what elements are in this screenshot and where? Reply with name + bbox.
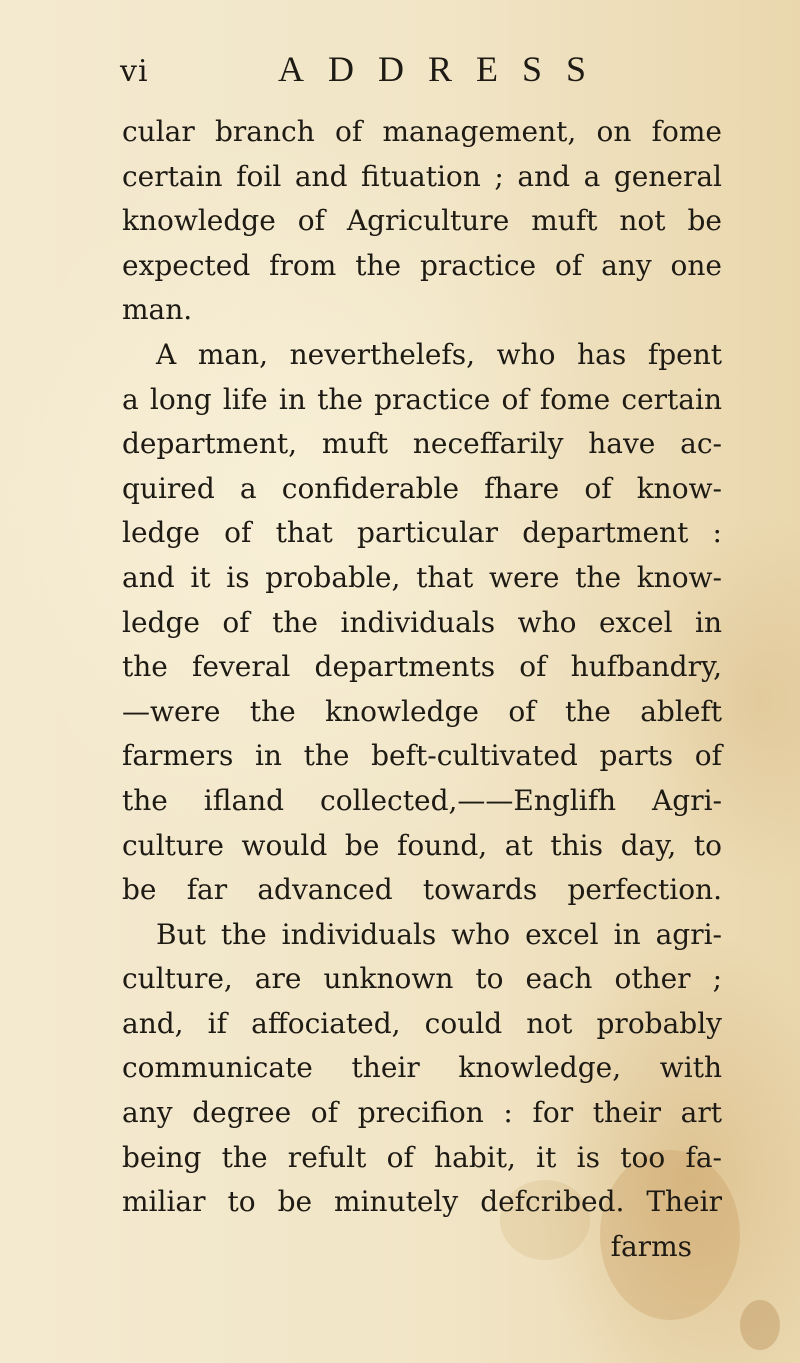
text-line: quired a confiderable fhare of know- bbox=[122, 471, 722, 505]
text-line: and it is probable, that were the know- bbox=[122, 560, 722, 594]
text-line: culture would be found, at this day, to bbox=[122, 828, 722, 862]
text-line: miliar to be minutely defcribed. Their bbox=[122, 1185, 722, 1219]
catchword: farms bbox=[610, 1229, 692, 1263]
text-line: —were the knowledge of the ableft bbox=[122, 694, 722, 728]
text-line: the ifland collected,——Englifh Agri- bbox=[122, 783, 722, 817]
text-line: ledge of the individuals who excel in bbox=[122, 605, 722, 639]
text-line: ledge of that particular department : bbox=[122, 516, 722, 550]
text-line: man. bbox=[122, 293, 193, 327]
page-header bbox=[0, 48, 800, 98]
text-line: being the refult of habit, it is too fa- bbox=[122, 1140, 722, 1174]
text-line: be far advanced towards perfection. bbox=[122, 873, 722, 907]
text-line: and, if affociated, could not probably bbox=[122, 1006, 722, 1040]
text-line: communicate their knowledge, with bbox=[122, 1051, 722, 1085]
text-line: knowledge of Agriculture muft not be bbox=[122, 204, 722, 238]
body-text bbox=[122, 110, 722, 1269]
text-line: certain foil and fituation ; and a general bbox=[122, 159, 722, 193]
text-line: farmers in the beft-cultivated parts of bbox=[122, 739, 722, 773]
text-line: culture, are unknown to each other ; bbox=[122, 962, 722, 996]
text-line: a long life in the practice of fome certain bbox=[122, 382, 722, 416]
text-line: But the individuals who excel in agri- bbox=[156, 917, 722, 951]
page-number: vi bbox=[120, 54, 149, 89]
text-line: cular branch of management, on fome bbox=[122, 115, 722, 148]
text-line: any degree of precifion : for their art bbox=[122, 1096, 722, 1130]
running-head: ADDRESS bbox=[278, 49, 611, 89]
text-line: expected from the practice of any one bbox=[122, 248, 722, 282]
text-line: department, muft neceffarily have ac- bbox=[122, 427, 722, 461]
age-stain bbox=[740, 1300, 780, 1350]
text-line: A man, neverthelefs, who has fpent bbox=[156, 337, 722, 371]
text-line: the feveral departments of hufbandry, bbox=[122, 650, 722, 684]
